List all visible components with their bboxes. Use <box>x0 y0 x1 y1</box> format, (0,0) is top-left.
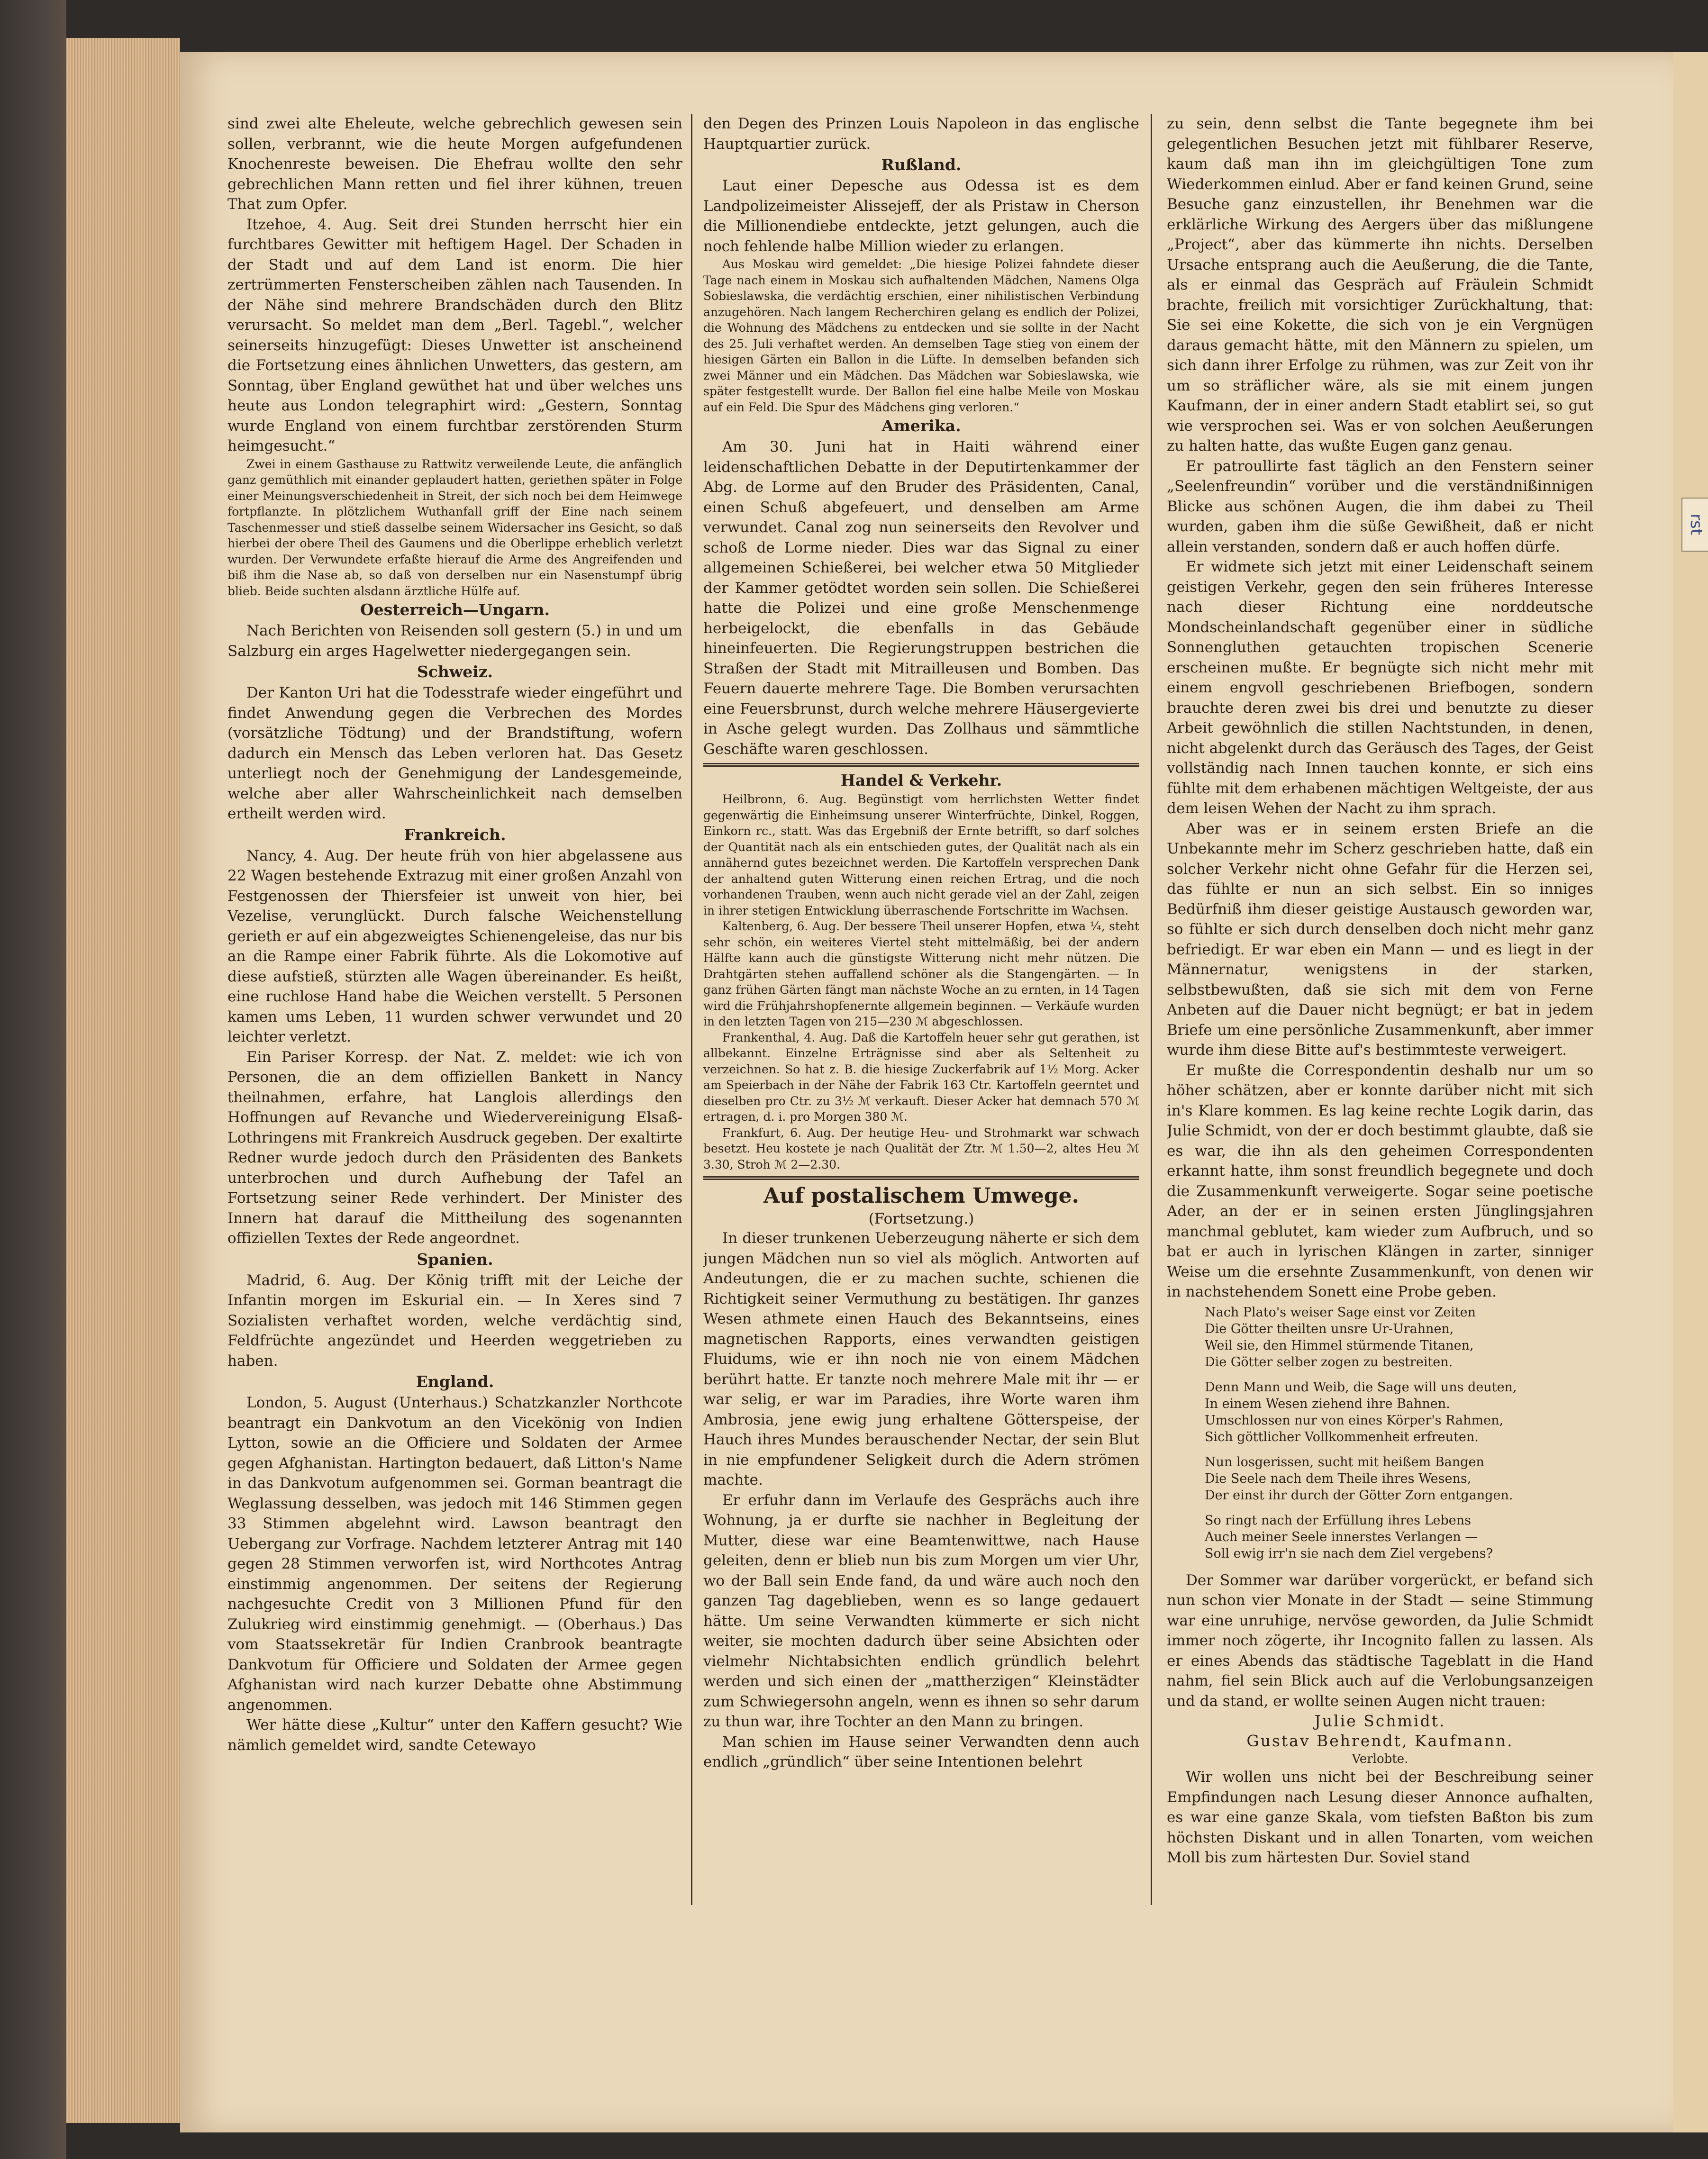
column-2 <box>703 114 1139 2095</box>
article-paragraph: Er widmete sich jetzt mit einer Leidenschaft seinem geistigen Verkehr, gegen den sein früheres Interesse nach dieser Richtung eine norddeutsche Mondscheinlandschaft gegenüber einer in südliche Sonnengluthen getauchten tropischen Scenerie erscheinen mußte. Er begnügte sich nicht mehr mit einem engvoll geschriebenen Briefbogen, sondern brauchte deren zwei bis drei und benutzte zu dieser Arbeit gewöhnlich die stillen Nachtstunden, in denen, nicht abgelenkt durch das Geräusch des Tages, der Geist vollständig nach Innen tauchen konnte, er sich eins fühlte mit dem erhabenen mächtigen Weltgeiste, der aus dem leisen Wehen der Nacht zu ihm sprach. <box>1167 558 1593 817</box>
poem-line: Die Seele nach dem Theile ihres Wesens, <box>1205 1471 1472 1486</box>
engagement-label: Verlobte. <box>1352 1752 1408 1766</box>
section-heading-spanien: Spanien. <box>417 1250 493 1269</box>
poem-line: Die Götter theilten unsre Ur-Urahnen, <box>1205 1321 1454 1336</box>
article-paragraph-small: Heilbronn, 6. Aug. Begünstigt vom herrlichsten Wetter findet gegenwärtig die Einheimsung unserer Winterfrüchte, Dinkel, Roggen, Einkorn rc., statt. Was das Ergebniß der Ernte betrifft, so darf solches der Quantität nach als ein entschieden gutes, der Qualität nach als ein annähernd gutes bezeichnet werden. Die Kartoffeln versprechen Dank der anhaltend guten Witterung einen reichen Ertrag, und die noch vorhandenen Trauben, wenn auch nicht gerade viel an der Zahl, zeigen in ihrer stetigen Entwicklung überraschende Fortschritte im Wachsen. <box>703 792 1139 917</box>
poem-line: So ringt nach der Erfüllung ihres Lebens <box>1205 1513 1471 1528</box>
column-rule-2 <box>1151 114 1152 1905</box>
section-heading-handel: Handel & Verkehr. <box>840 771 1002 789</box>
article-paragraph: Der Kanton Uri hat die Todesstrafe wieder eingeführt und findet Anwendung gegen die Verbrechen des Mordes (vorsätzliche Tödtung) und der Brandstiftung, wofern dadurch ein Mensch das Leben verloren hat. Das Gesetz unterliegt noch der Genehmigung der Landesgemeinde, welche aber aller Wahrscheinlichkeit nach demselben ertheilt werden wird. <box>227 684 682 822</box>
article-paragraph: Madrid, 6. Aug. Der König trifft mit der Leiche der Infantin morgen im Eskurial ein. — In Xeres sind 7 Sozialisten verhaftet worden, welche verdächtig sind, Feldfrüchte angezündet und Heerden weggetrieben zu haben. <box>227 1271 682 1370</box>
sonnet-stanza <box>1205 1304 1593 1370</box>
page-stack-edge <box>66 38 180 2123</box>
engagement-name-bride: Julie Schmidt. <box>1314 1712 1446 1730</box>
column-1 <box>227 114 682 2095</box>
section-divider <box>703 763 1139 767</box>
poem-line: Der einst ihr durch der Götter Zorn entgangen. <box>1205 1488 1513 1503</box>
column-rule-1 <box>691 114 692 1905</box>
poem-line: Denn Mann und Weib, die Sage will uns deuten, <box>1205 1379 1517 1395</box>
article-paragraph-small: Kaltenberg, 6. Aug. Der bessere Theil unserer Hopfen, etwa ¼, steht sehr schön, ein weiteres Viertel steht mittelmäßig, bei der andern Hälfte kann auch die günstigste Witterung nicht mehr nützen. Die Drahtgärten stehen auffallend schöner als die Stangengärten. — In ganz frühen Gärten fängt man nächste Woche an zu ernten, in 14 Tagen wird die Frühjahrshopfenernte allgemein beginnen. — Verkäufe wurden in den letzten Tagen von 215—230 ℳ abgeschlossen. <box>703 919 1139 1028</box>
poem-line: Die Götter selber zogen zu bestreiten. <box>1205 1354 1453 1370</box>
article-paragraph: Itzehoe, 4. Aug. Seit drei Stunden herrscht hier ein furchtbares Gewitter mit heftigem Hagel. Der Schaden in der Stadt und auf dem Land ist enorm. Die hier zertrümmerten Fensterscheiben zählen nach Tausenden. In der Nähe sind mehrere Brandschäden durch den Blitz verursacht. So meldet man dem „Berl. Tagebl.“, welcher seinerseits hinzugefügt: Dieses Unwetter ist anscheinend die Fortsetzung eines ähnlichen Unwetters, das gestern, am Sonntag, über England gewüthet hat und über welches uns heute aus London telegraphirt wird: „Gestern, Sonntag wurde England von einem furchtbar zerstörenden Sturm heimgesucht.“ <box>227 216 682 454</box>
article-paragraph: Der Sommer war darüber vorgerückt, er befand sich nun schon vier Monate in der Stadt — seine Stimmung war eine unruhige, nervöse geworden, da Julie Schmidt immer noch zögerte, ihr Incognito fallen zu lassen. Als er eines Abends das städtische Tageblatt in die Hand nahm, fiel sein Blick auch auf die Verlobungsanzeigen und da stand, er wollte seinen Augen nicht trauen: <box>1167 1571 1593 1710</box>
page-tab-label: rst <box>1681 498 1708 552</box>
poem-line: Weil sie, den Himmel stürmende Titanen, <box>1205 1338 1474 1353</box>
poem-line: Umschlossen nur von eines Körper's Rahmen, <box>1205 1413 1504 1428</box>
article-paragraph: Er erfuhr dann im Verlaufe des Gesprächs auch ihre Wohnung, ja er durfte sie nachher in Begleitung der Mutter, diese war eine Beamtenwittwe, nach Hause geleiten, denn er blieb nun bis zum Morgen um vier Uhr, wo der Ball sein Ende fand, da und wäre auch noch den ganzen Tag dageblieben, wenn es so lange gedauert hätte. Um seine Verwandten kümmerte er sich nicht weiter, sie mochten dadurch über seine Absichten oder vielmehr Nichtabsichten endlich gründlich belehrt werden und sich einen der „mattherzigen“ Kleinstädter zum Schwiegersohn angeln, wenn es ihnen so sehr darum zu thun war, ihre Tochter an den Mann zu bringen. <box>703 1491 1139 1730</box>
feuilleton-subtitle: (Fortsetzung.) <box>868 1210 974 1227</box>
article-paragraph: Ein Pariser Korresp. der Nat. Z. meldet: wie ich von Personen, die an dem offiziellen Bankett in Nancy theilnahmen, erfahre, hat Langlois allerdings den Hoffnungen auf Revanche und Wiedervereinigung Elsaß-Lothringens mit Frankreich Ausdruck gegeben. Der exaltirte Redner wurde jedoch durch den Präsidenten des Bankets unterbrochen und durch Aufhebung der Tafel an Fortsetzung seiner Rede verhindert. Der Minister des Innern hat darauf die Mittheilung des sogenannten offiziellen Textes der Rede angeordnet. <box>227 1048 682 1247</box>
article-paragraph: Nancy, 4. Aug. Der heute früh von hier abgelassene aus 22 Wagen bestehende Extrazug mit einer großen Anzahl von Festgenossen der Thiersfeier ist unweit von hier, bei Vezelise, verunglückt. Durch falsche Weichenstellung gerieth er auf ein abgezweigtes Schienengeleise, das nur bis an die Rampe einer Fabrik führte. Als die Lokomotive auf diese aufstieß, stürzten alle Wagen übereinander. Es heißt, eine ruchlose Hand habe die Weichen verstellt. 5 Personen kamen ums Leben, 11 wurden schwer verwundet und 20 leichter verletzt. <box>227 847 682 1045</box>
section-divider <box>703 1176 1139 1180</box>
article-paragraph: Aber was er in seinem ersten Briefe an die Unbekannte mehr im Scherz geschrieben hatte, daß ein solcher Verkehr nicht ohne Gefahr für die Herzen sei, das fühlte er nun an sich selbst. Ein so inniges Bedürfniß ihm dieser geistige Austausch geworden war, so fühlte er sich durch denselben doch nicht mehr ganz befriedigt. Er war eben ein Mann — und es liegt in der Männernatur, wenigstens in der starken, selbstbewußten, daß sie sich mit dem von Ferne Anbeten auf die Dauer nicht begnügt; er bat in jedem Briefe um eine persönliche Zusammenkunft, aber immer wurde ihm diese Bitte auf's bestimmteste verweigert. <box>1167 820 1593 1059</box>
sonnet <box>1205 1304 1593 1562</box>
article-paragraph: zu sein, denn selbst die Tante begegnete ihm bei gelegentlichen Besuchen jetzt mit fühlbarer Reserve, kaum daß man ihn im gleichgültigen Tone zum Wiederkommen einlud. Aber er fand keinen Grund, seine Besuche ganz einzustellen, ihr Benehmen war die erklärliche Wirkung des Aergers über das mißlungene „Project“, aber das kümmerte ihn nichts. Derselben Ursache entsprang auch die Aeußerung, die die Tante, als er einmal das Gespräch auf Fräulein Schmidt brachte, freilich mit vorsichtiger Zurückhaltung, that: Sie sei eine Kokette, die sich von je ein Vergnügen daraus gemacht hätte, mit den Männern zu spielen, um sich dann ihrer Erfolge zu rühmen, was zur Zeit von ihr um so sträflicher wäre, als sie mit einem jungen Kaufmann, der in einer andern Stadt etablirt sei, so gut wie versprochen sei. Was er von solchen Aeußerungen zu halten hatte, das wußte Eugen ganz genau. <box>1167 115 1593 454</box>
section-heading-frankreich: Frankreich. <box>404 825 506 844</box>
article-paragraph: sind zwei alte Eheleute, welche gebrechlich gewesen sein sollen, verbrannt, wie die heute Morgen aufgefundenen Knochenreste beweisen. Die Ehefrau wollte den sehr gebrechlichen Mann retten und fiel ihrer kühnen, treuen That zum Opfer. <box>227 115 682 213</box>
section-heading-russland: Rußland. <box>881 155 962 174</box>
sonnet-stanza <box>1205 1379 1593 1445</box>
poem-line: Auch meiner Seele innerstes Verlangen — <box>1205 1529 1478 1544</box>
article-paragraph: In dieser trunkenen Ueberzeugung näherte er sich dem jungen Mädchen nun so viel als möglich. Antworten auf Andeutungen, die er zu machen suchte, schienen die Richtigkeit seiner Vermuthung zu bestätigen. Ihr ganzes Wesen athmete einen Hauch des Bekanntseins, eines magnetischen Rapports, eines verwandten geistigen Fluidums, wie er ihn noch nie von einem Mädchen berührt hatte. Er tanzte noch mehrere Male mit ihr — er war selig, er war im Paradies, ihre Worte waren ihm Ambrosia, jene ewig jung erhaltene Götterspeise, der Hauch ihres Mundes berauschender Nectar, der sein Blut in nie empfundener Seligkeit durch die Adern strömen machte. <box>703 1230 1139 1488</box>
section-heading-oesterreich: Oesterreich—Ungarn. <box>360 600 550 619</box>
article-paragraph: Wir wollen uns nicht bei der Beschreibung seiner Empfindungen nach Lesung dieser Annonce aufhalten, es war eine ganze Skala, vom tiefsten Baßton bis zum höchsten Diskant und in allen Tonarten, vom weichen Moll bis zum härtesten Dur. Soviel stand <box>1167 1769 1593 1866</box>
sonnet-stanza <box>1205 1512 1593 1562</box>
sonnet-stanza <box>1205 1454 1593 1504</box>
poem-line: Nun losgerissen, sucht mit heißem Bangen <box>1205 1454 1484 1470</box>
engagement-name-groom: Gustav Behrendt, Kaufmann. <box>1246 1732 1514 1750</box>
poem-line: Soll ewig irr'n sie nach dem Ziel vergebens? <box>1205 1546 1493 1561</box>
column-3 <box>1167 114 1593 2095</box>
article-paragraph: Man schien im Hause seiner Verwandten denn auch endlich „gründlich“ über seine Intentionen belehrt <box>703 1733 1139 1770</box>
feuilleton-title: Auf postalischem Umwege. <box>763 1184 1079 1208</box>
article-paragraph: Er mußte die Correspondentin deshalb nur um so höher schätzen, aber er konnte darüber nicht mit sich in's Klare kommen. Es lag keine rechte Logik darin, das Julie Schmidt, von der er doch bestimmt glaubte, daß sie es war, die ihn als den geheimen Correspondenten erkannt hatte, ihm sonst freundlich begegnete und doch die Zusammenkunft verweigerte. Sogar seine poetische Ader, an der er in seinen ersten Jünglingsjahren manchmal geblutet, kam wieder zum Aufbruch, und so bat er auch in lyrischen Klängen in zarter, sinniger Weise um die ersehnte Zusammenkunft, von denen wir in nachstehendem Sonett eine Probe geben. <box>1167 1061 1593 1300</box>
article-paragraph-small: Aus Moskau wird gemeldet: „Die hiesige Polizei fahndete dieser Tage nach einem in Moskau sich aufhaltenden Mädchen, Namens Olga Sobieslawska, die verdächtig erschien, einer nihilistischen Verbindung anzugehören. Nach langem Recherchiren gelang es endlich der Polizei, die Wohnung des Mädchens zu entdecken und sie sollte in der Nacht des 25. Juli verhaftet werden. An demselben Tage stieg von einem der hiesigen Gärten ein Ballon in die Lüfte. In demselben befanden sich zwei Männer und ein Mädchen. Das Mädchen war Sobieslawska, wie später festgestellt wurde. Der Ballon fiel eine halbe Meile von Moskau auf ein Feld. Die Spur des Mädchens ging verloren.“ <box>703 257 1139 414</box>
article-paragraph: Wer hätte diese „Kultur“ unter den Kaffern gesucht? Wie nämlich gemeldet wird, sandte Cetewayo <box>227 1716 682 1754</box>
section-heading-schweiz: Schweiz. <box>417 662 493 681</box>
section-heading-england: England. <box>416 1372 494 1391</box>
book-binding <box>0 0 66 2159</box>
section-heading-amerika: Amerika. <box>881 417 961 435</box>
article-paragraph-small: Frankenthal, 4. Aug. Daß die Kartoffeln heuer sehr gut gerathen, ist allbekannt. Einzelne Erträgnisse sind aber als Seltenheit zu verzeichnen. So hat z. B. die hiesige Zuckerfabrik auf 1½ Morg. Acker am Speierbach in der Nähe der Fabrik 163 Ctr. Kartoffeln geerntet und dieselben pro Ctr. zu 3½ ℳ verkauft. Dieser Acker hat demnach 570 ℳ ertragen, d. i. pro Morgen 380 ℳ. <box>703 1030 1139 1124</box>
poem-line: In einem Wesen ziehend ihre Bahnen. <box>1205 1396 1450 1411</box>
article-paragraph: London, 5. August (Unterhaus.) Schatzkanzler Northcote beantragt ein Dankvotum an den Vicekönig von Indien Lytton, sowie an die Officiere und Soldaten der Armee gegen Afghanistan. Hartington bedauert, daß Litton's Name in das Dankvotum aufgenommen sei. Gorman beantragt die Weglassung desselben, was jedoch mit 146 Stimmen gegen 33 Stimmen abgelehnt wird. Lawson beantragt den Uebergang zur Vorfrage. Nachdem letzterer Antrag mit 140 gegen 28 Stimmen verworfen ist, wird Northcotes Antrag einstimmig angenommen. Der seitens der Regierung nachgesuchte Credit von 3 Millionen Pfund für den Zulukrieg wird einstimmig genehmigt. — (Oberhaus.) Das vom Staatssekretär für Indien Cranbrook beantragte Dankvotum für Officiere und Soldaten der Armee gegen Afghanistan wird nach kurzer Debatte ohne Abstimmung angenommen. <box>227 1394 682 1714</box>
poem-line: Sich göttlicher Vollkommenheit erfreuten. <box>1205 1429 1479 1444</box>
article-paragraph: den Degen des Prinzen Louis Napoleon in das englische Hauptquartier zurück. <box>703 115 1139 153</box>
article-paragraph-small: Frankfurt, 6. Aug. Der heutige Heu- und Strohmarkt war schwach besetzt. Heu kostete je nach Qualität der Ztr. ℳ 1.50—2, altes Heu ℳ 3.30, Stroh ℳ 2—2.30. <box>703 1125 1139 1171</box>
poem-line: Nach Plato's weiser Sage einst vor Zeiten <box>1205 1305 1476 1320</box>
article-paragraph-small: Zwei in einem Gasthause zu Rattwitz verweilende Leute, die anfänglich ganz gemüthlich mit einander geplaudert hatten, geriethen später in Folge einer Meinungsverschiedenheit in Streit, der sich noch bei dem Heimwege fortpflanzte. In plötzlichem Wuthanfall griff der Eine nach seinem Taschenmesser und stieß dasselbe seinem Widersacher ins Gesicht, so daß hierbei der obere Theil des Gaumens und die Oberlippe erheblich verletzt wurden. Der Verwundete erfaßte hierauf die Arme des Angreifenden und biß ihm die Nase ab, so daß von derselben nur ein Nasenstumpf übrig blieb. Beide suchten alsdann ärztliche Hülfe auf. <box>227 457 682 598</box>
article-paragraph: Er patroullirte fast täglich an den Fenstern seiner „Seelenfreundin“ vorüber und die verständnißinnigen Blicke aus schönen Augen, die ihm dabei zu Theil wurden, gaben ihm die süße Gewißheit, daß er nicht allein verstanden, sondern daß er auch hoffen dürfe. <box>1167 457 1593 555</box>
article-paragraph: Laut einer Depesche aus Odessa ist es dem Landpolizeimeister Alissejeff, der als Pristaw in Cherson die Millionendiebe entdeckte, jetzt gelungen, auch die noch fehlende halbe Million wieder zu erlangen. <box>703 177 1139 255</box>
facing-page-strip <box>1673 52 1708 2132</box>
article-paragraph: Nach Berichten von Reisenden soll gestern (5.) in und um Salzburg ein arges Hagelwetter niedergegangen sein. <box>227 622 682 660</box>
article-paragraph: Am 30. Juni hat in Haiti während einer leidenschaftlichen Debatte in der Deputirtenkammer der Abg. de Lorme auf den Bruder des Präsidenten, Canal, einen Schuß abgefeuert, und denselben am Arme verwundet. Canal zog nun seinerseits den Revolver und schoß de Lorme nieder. Dies war das Signal zu einer allgemeinen Schießerei, bei welcher etwa 50 Mitglieder der Kammer getödtet worden sein sollen. Die Schießerei hatte die Polizei und eine große Menschenmenge herbeigelockt, die ebenfalls in das Gebäude hineinfeuerten. Die Regierungstruppen bestrichen die Straßen der Stadt mit Mitrailleusen und Bomben. Das Feuern dauerte mehrere Tage. Die Bomben verursachten eine Feuersbrunst, durch welche mehrere Häusergevierte in Asche gelegt wurden. Das Zollhaus und sämmtliche Geschäfte waren geschlossen. <box>703 438 1139 758</box>
